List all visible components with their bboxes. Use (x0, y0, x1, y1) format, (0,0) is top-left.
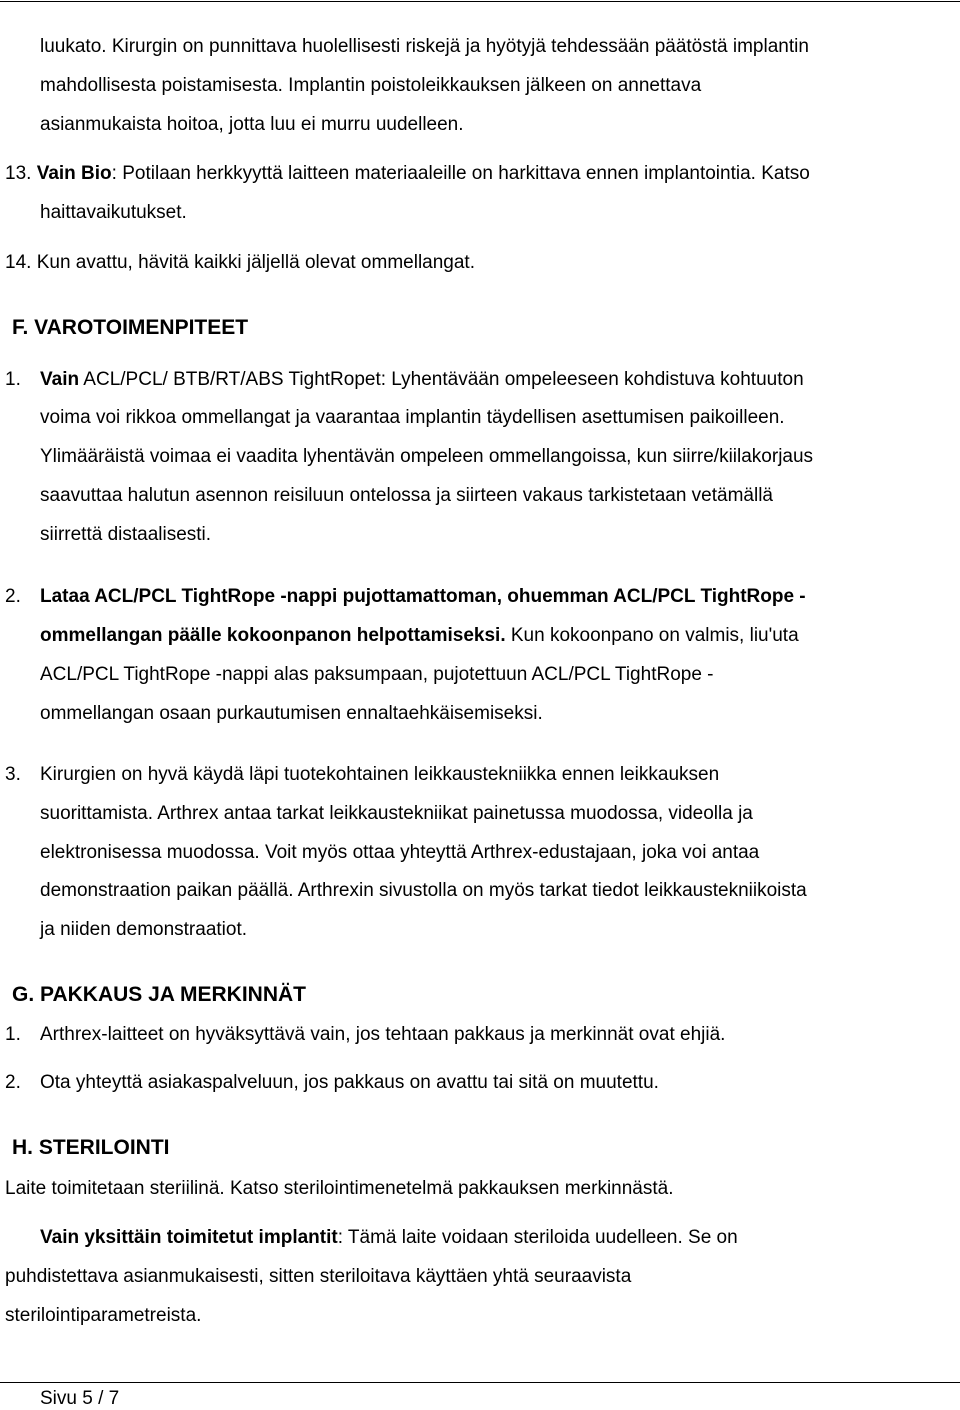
f-item-1-line-4: saavuttaa halutun asennon reisiluun ontelossa ja siirteen vakaus tarkistetaan vetämällä (40, 485, 774, 506)
f-item-3-line-3: elektronisessa muodossa. Voit myös ottaa yhteyttä Arthrex-edustajaan, joka voi antaa (40, 842, 760, 863)
intro-line-1: luukato. Kirurgin on punnittava huolellisesti riskejä ja hyötyjä tehdessään päätöstä implantin (40, 36, 809, 57)
f-item-1-text: ACL/PCL/ BTB/RT/ABS TightRopet: Lyhentävään ompeleeseen kohdistuva kohtuuton (79, 369, 804, 390)
f-item-3-line-4: demonstraation paikan päällä. Arthrexin sivustolla on myös tarkat tiedot leikkaustekniikoista (40, 880, 807, 901)
g-item-2-text: Ota yhteyttä asiakaspalveluun, jos pakkaus on avattu tai sitä on muutettu. (40, 1072, 659, 1093)
h-bold: Vain yksittäin toimitetut implantit (40, 1227, 338, 1248)
item-13-number: 13. (5, 163, 32, 184)
f-item-2-number: 2. (5, 586, 21, 607)
section-f-title: F. VAROTOIMENPITEET (12, 316, 249, 339)
h-line-4: sterilointiparametreista. (5, 1305, 202, 1326)
f-item-2-bold-2: ommellangan päälle kokoonpanon helpottamiseksi. (40, 625, 506, 646)
h-text: : Tämä laite voidaan steriloida uudelleen. Se on (337, 1227, 738, 1248)
f-item-2-line-4: ommellangan osaan purkautumisen ennaltaehkäisemiseksi. (40, 703, 543, 724)
item-14 (5, 252, 475, 274)
f-item-3-line-2: suorittamista. Arthrex antaa tarkat leikkaustekniikat painetussa muodossa, videolla ja (40, 803, 753, 824)
item-13-text: : Potilaan herkkyyttä laitteen materiaaleille on harkittava ennen implantointia. Katso (111, 163, 810, 184)
f-item-2-line-1 (40, 586, 806, 608)
item-13-bold: Vain Bio (36, 163, 112, 184)
top-rule (0, 1, 960, 2)
item-13-line-2: haittavaikutukset. (40, 202, 187, 223)
f-item-2-line-3: ACL/PCL TightRope -nappi alas paksumpaan, pujotettuun ACL/PCL TightRope - (40, 664, 714, 685)
h-line-2 (40, 1227, 738, 1249)
item-14-number: 14. (5, 252, 32, 273)
page-number: Sivu 5 / 7 (40, 1388, 120, 1409)
f-item-1-line-1 (40, 369, 804, 391)
f-item-1-line-2: voima voi rikkoa ommellangat ja vaarantaa implantin täydellisen asettumisen paikoilleen. (40, 407, 785, 428)
f-item-3-number: 3. (5, 764, 21, 785)
g-item-1-number: 1. (5, 1024, 21, 1045)
f-item-1-bold: Vain (40, 369, 80, 390)
footer-rule (0, 1382, 960, 1383)
f-item-3-line-1: Kirurgien on hyvä käydä läpi tuotekohtainen leikkaustekniikka ennen leikkauksen (40, 764, 720, 785)
g-item-2-number: 2. (5, 1072, 21, 1093)
h-line-1: Laite toimitetaan steriilinä. Katso sterilointimenetelmä pakkauksen merkinnästä. (5, 1178, 674, 1199)
f-item-2-bold-1: Lataa ACL/PCL TightRope -nappi pujottamattoman, ohuemman ACL/PCL TightRope - (40, 586, 806, 607)
section-h-title: H. STERILOINTI (12, 1136, 170, 1159)
h-line-3: puhdistettava asianmukaisesti, sitten steriloitava käyttäen yhtä seuraavista (5, 1266, 632, 1287)
f-item-3-line-5: ja niiden demonstraatiot. (40, 919, 248, 940)
f-item-1-number: 1. (5, 369, 21, 390)
item-14-text: Kun avattu, hävitä kaikki jäljellä olevat ommellangat. (36, 252, 475, 273)
item-13 (5, 163, 810, 185)
intro-line-3: asianmukaista hoitoa, jotta luu ei murru uudelleen. (40, 114, 464, 135)
f-item-2-line-2 (40, 625, 799, 647)
intro-line-2: mahdollisesta poistamisesta. Implantin poistoleikkauksen jälkeen on annettava (40, 75, 702, 96)
f-item-2-text: Kun kokoonpano on valmis, liu'uta (505, 625, 799, 646)
f-item-1-line-3: Ylimääräistä voimaa ei vaadita lyhentävän ompeleen ommellangoissa, kun siirre/kiilakorjaus (40, 446, 814, 467)
f-item-1-line-5: siirrettä distaalisesti. (40, 524, 212, 545)
section-g-title: G. PAKKAUS JA MERKINNÄT (12, 983, 307, 1006)
g-item-1-text: Arthrex-laitteet on hyväksyttävä vain, jos tehtaan pakkaus ja merkinnät ovat ehjiä. (40, 1024, 726, 1045)
